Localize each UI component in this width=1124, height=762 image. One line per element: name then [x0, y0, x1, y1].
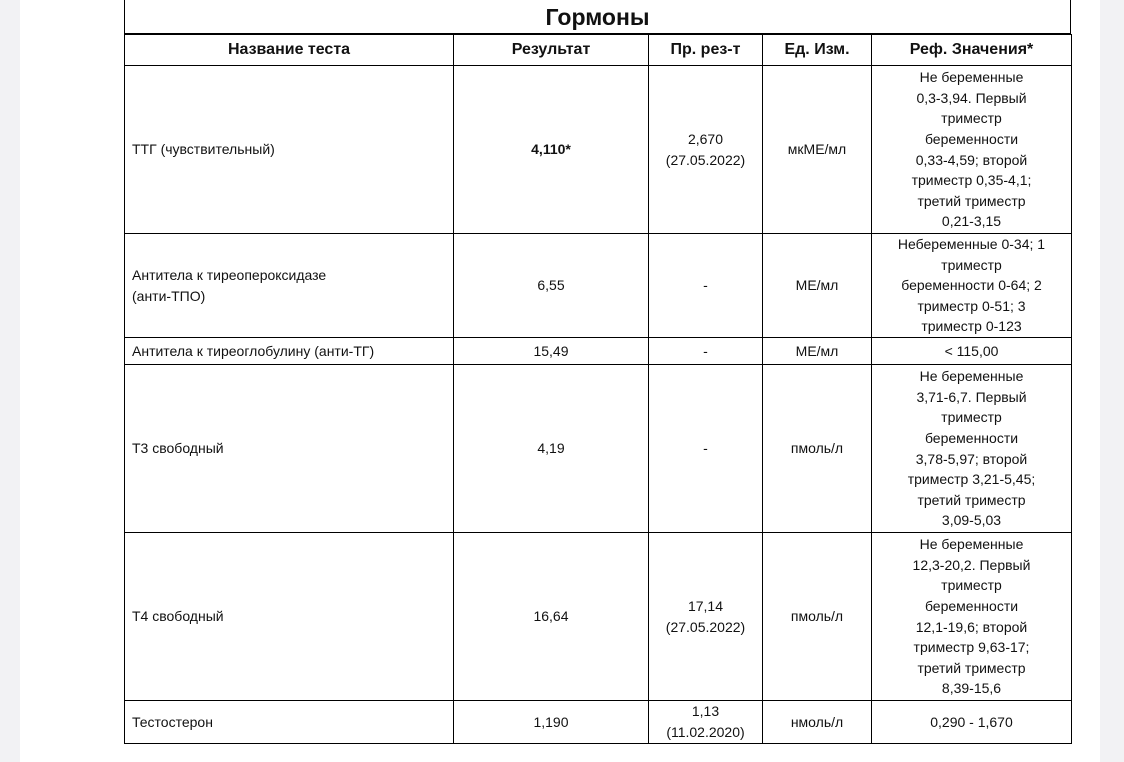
test-name — [125, 234, 454, 338]
table-row — [125, 365, 1072, 533]
reference-range: < 115,00 — [872, 338, 1072, 365]
previous-value: 1,13 — [691, 703, 720, 720]
test-result: 4,110* — [454, 66, 649, 234]
previous-date: (27.05.2022) — [665, 151, 746, 168]
reference-line: 0,33-4,59; второй — [915, 151, 1028, 168]
reference-range: 0,290 - 1,670 — [872, 701, 1072, 744]
reference-line: Небеременные 0-34; 1 — [897, 236, 1046, 253]
header-test-name: Название теста — [125, 35, 454, 66]
header-unit: Ед. Изм. — [763, 35, 872, 66]
reference-line: Не беременные — [919, 368, 1024, 385]
header-previous-result: Пр. рез-т — [649, 35, 763, 66]
reference-line: Не беременные — [919, 536, 1024, 553]
previous-result — [649, 66, 763, 234]
previous-value: 17,14 — [687, 597, 724, 614]
header-result: Результат — [454, 35, 649, 66]
reference-range — [872, 66, 1072, 234]
test-result: 16,64 — [454, 533, 649, 701]
reference-line: Не беременные — [919, 69, 1024, 86]
reference-line: третий триместр — [917, 491, 1026, 508]
test-unit: МЕ/мл — [763, 338, 872, 365]
test-name: Тестостерон — [125, 701, 454, 744]
reference-line: 3,71-6,7. Первый — [916, 388, 1027, 405]
results-table — [124, 34, 1072, 744]
reference-line: триместр 0-123 — [921, 318, 1022, 335]
section-title-box — [124, 0, 1071, 34]
reference-line: 3,09-5,03 — [941, 512, 1002, 529]
reference-range — [872, 365, 1072, 533]
test-name: Антитела к тиреоглобулину (анти-ТГ) — [125, 338, 454, 365]
reference-line: третий триместр — [917, 659, 1026, 676]
document-page — [20, 0, 1100, 762]
reference-range — [872, 533, 1072, 701]
previous-result: - — [649, 234, 763, 338]
reference-line: триместр 9,63-17; — [913, 639, 1030, 656]
previous-value: 2,670 — [687, 130, 724, 147]
test-result: 4,19 — [454, 365, 649, 533]
previous-result: - — [649, 365, 763, 533]
reference-line: 12,3-20,2. Первый — [912, 556, 1031, 573]
reference-line: триместр 0,35-4,1; — [911, 172, 1032, 189]
previous-date: (27.05.2022) — [665, 618, 746, 635]
test-name-line: (анти-ТПО) — [132, 287, 206, 304]
reference-line: третий триместр — [917, 192, 1026, 209]
test-name: Т3 свободный — [125, 365, 454, 533]
reference-line: беременности — [924, 130, 1019, 147]
table-header-row — [125, 35, 1072, 66]
previous-result — [649, 533, 763, 701]
reference-line: 0,21-3,15 — [941, 213, 1002, 230]
reference-range — [872, 234, 1072, 338]
table-row — [125, 701, 1072, 744]
test-unit: МЕ/мл — [763, 234, 872, 338]
reference-line: 3,78-5,97; второй — [915, 450, 1028, 467]
reference-line: триместр 0-51; 3 — [917, 297, 1026, 314]
reference-line: беременности — [924, 429, 1019, 446]
table-row — [125, 533, 1072, 701]
test-name: Т4 свободный — [125, 533, 454, 701]
reference-line: триместр — [941, 110, 1002, 127]
reference-line: триместр 3,21-5,45; — [907, 471, 1036, 488]
test-name-line: Антитела к тиреопероксидазе — [132, 266, 327, 283]
table-row — [125, 234, 1072, 338]
test-unit: мкМЕ/мл — [763, 66, 872, 234]
test-result: 15,49 — [454, 338, 649, 365]
reference-line: 0,3-3,94. Первый — [916, 89, 1027, 106]
reference-line: триместр — [941, 409, 1002, 426]
previous-date: (11.02.2020) — [666, 724, 745, 740]
test-result: 1,190 — [454, 701, 649, 744]
previous-result: - — [649, 338, 763, 365]
header-reference: Реф. Значения* — [872, 35, 1072, 66]
reference-line: триместр — [941, 577, 1002, 594]
reference-line: триместр — [941, 256, 1002, 273]
test-unit: пмоль/л — [763, 533, 872, 701]
reference-line: беременности — [924, 597, 1019, 614]
table-row — [125, 66, 1072, 234]
reference-line: 8,39-15,6 — [941, 680, 1002, 697]
previous-result — [649, 701, 763, 744]
section-title: Гормоны — [545, 4, 650, 30]
reference-line: беременности 0-64; 2 — [901, 277, 1042, 294]
table-row — [125, 338, 1072, 365]
test-unit: нмоль/л — [763, 701, 872, 744]
test-unit: пмоль/л — [763, 365, 872, 533]
reference-line: 12,1-19,6; второй — [915, 618, 1028, 635]
test-name: ТТГ (чувствительный) — [125, 66, 454, 234]
test-result: 6,55 — [454, 234, 649, 338]
